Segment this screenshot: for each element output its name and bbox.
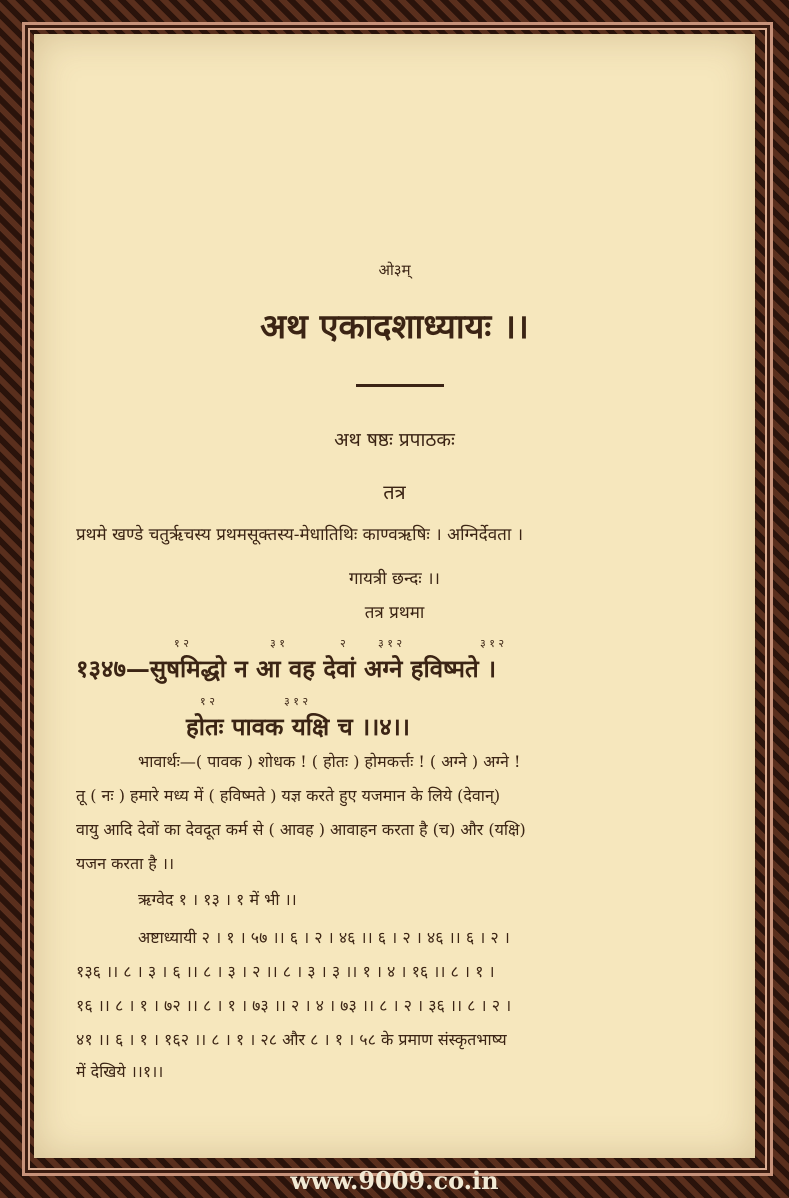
mantra-line-1: १३४७—सुषमिद्धो न आ वह देवां अग्ने हविष्मते । — [76, 654, 497, 683]
tatra-heading: तत्र — [383, 480, 406, 504]
svara-mark: १ २ — [200, 695, 215, 708]
bhavartha-line: वायु आदि देवों का देवदूत कर्म से ( आवह ) आवाहन करता है (च) और (यक्षि) — [76, 820, 526, 839]
website-footer: www.9009.co.in — [290, 1166, 499, 1195]
ashtadhyayi-line: १३६ ।। ८ । ३ । ६ ।। ८ । ३ । २ ।। ८ । ३ । ३ ।। १ । ४ । १६ ।। ८ । १ । — [76, 962, 495, 981]
bhavartha-line: तू ( नः ) हमारे मध्य में ( हविष्मते ) यज्ञ करते हुए यजमान के लिये (देवान्) — [76, 786, 501, 805]
book-page — [34, 34, 755, 1158]
divider-rule — [356, 384, 444, 387]
chapter-title: अथ एकादशाध्यायः ।। — [260, 307, 529, 347]
ashtadhyayi-line: ४१ ।। ६ । १ । १६२ ।। ८ । १ । २८ और ८ । १ । ५८ के प्रमाण संस्कृतभाष्य — [76, 1030, 507, 1049]
om-heading: ओ३म् — [378, 261, 411, 279]
svara-mark: १ २ — [174, 637, 189, 650]
svara-mark: ३ १ — [270, 637, 285, 650]
svara-mark: ३ १ २ — [284, 695, 309, 708]
tatra-prathama: तत्र प्रथमा — [364, 603, 425, 623]
ashtadhyayi-line: में देखिये ।।१।। — [76, 1062, 164, 1081]
intro-line-1: प्रथमे खण्डे चतुरृचस्य प्रथमसूक्तस्य-मेधातिथिः काण्वऋषिः । अग्निर्देवता । — [76, 525, 524, 545]
bhavartha-line: यजन करता है ।। — [76, 854, 175, 873]
intro-line-2: गायत्री छन्दः ।। — [349, 569, 440, 589]
ashtadhyayi-line: अष्टाध्यायी २ । १ । ५७ ।। ६ । २ । ४६ ।। ६ । २ । ४६ ।। ६ । २ । — [138, 928, 510, 947]
bhavartha-line: भावार्थः—( पावक ) शोधक ! ( होतः ) होमकर्त्तः ! ( अग्ने ) अग्ने ! — [138, 752, 521, 771]
mantra-line-2: होतः पावक यक्षि च ।।४।। — [186, 712, 410, 741]
svara-mark: २ — [340, 637, 346, 650]
rigveda-reference: ऋग्वेद १ । १३ । १ में भी ।। — [138, 890, 297, 909]
ashtadhyayi-line: १६ ।। ८ । १ । ७२ ।। ८ । १ । ७३ ।। २ । ४ । ७३ ।। ८ । २ । ३६ ।। ८ । २ । — [76, 996, 512, 1015]
section-title: अथ षष्ठः प्रपाठकः — [334, 429, 455, 451]
svara-mark: ३ १ २ — [480, 637, 505, 650]
svara-mark: ३ १ २ — [378, 637, 403, 650]
